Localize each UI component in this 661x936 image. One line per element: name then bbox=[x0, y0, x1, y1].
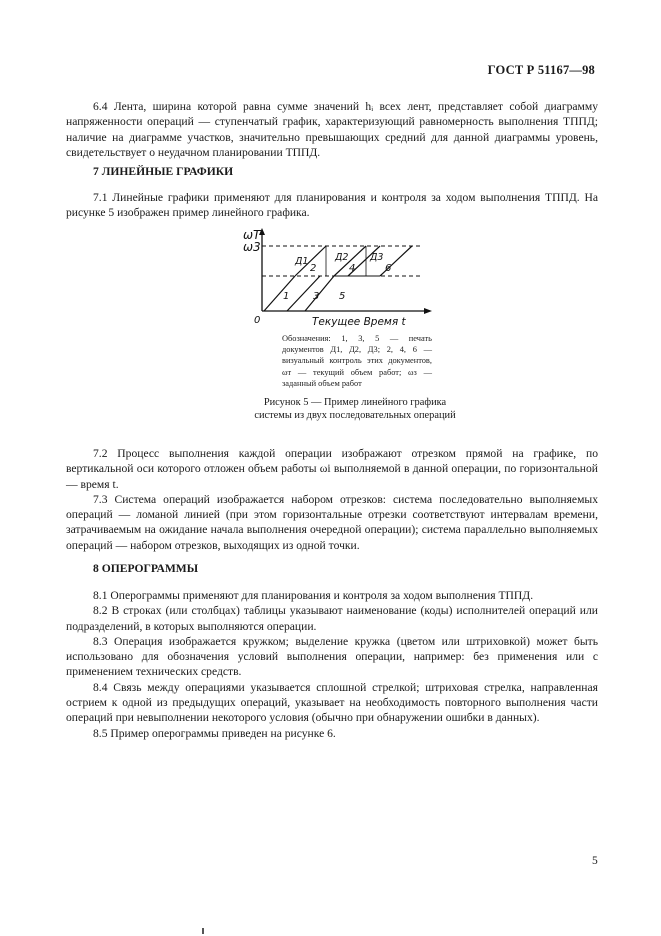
section-7-body bbox=[66, 446, 598, 553]
paragraph-7-3: 7.3 Система операций изображается набором отрезков: система последовательно выполняемых операций — ломаной линией (при этом горизонтальные отрезки соответствуют интервалам времени, затрачиваемым на ожидание начала выполнения очередной операции); система параллельно выполняемых операций — набором отрезков, выходящих из одной точки. bbox=[66, 492, 598, 552]
page-number: 5 bbox=[592, 855, 598, 867]
paragraph-8-1: 8.1 Оперограммы применяют для планирования и контроля за ходом выполнения ТППД. bbox=[93, 589, 534, 602]
figure-5-line-chart bbox=[240, 219, 440, 329]
section-7-intro bbox=[66, 190, 598, 221]
section-6-text bbox=[66, 99, 598, 160]
line-chart-svg bbox=[240, 219, 440, 329]
y-axis-label-current: ωT bbox=[243, 228, 261, 242]
paragraph-8-4: 8.4 Связь между операциями указывается сплошной стрелкой; штриховая стрелка, направленная острием к одной из предыдущих операций, указывает на необходимость повторного выполнения части операций при невыполнении некоторого условия (обычно при обнаружении ошибки в данных). bbox=[66, 680, 598, 725]
scan-mark bbox=[202, 928, 204, 934]
y-axis-label-target: ω3 bbox=[243, 240, 261, 254]
document-label-d1: Д1 bbox=[295, 256, 309, 267]
section-7-heading: 7 ЛИНЕЙНЫЕ ГРАФИКИ bbox=[93, 165, 234, 178]
x-axis-label: Текущее Время t bbox=[312, 316, 406, 328]
section-8-body bbox=[66, 588, 598, 741]
document-label-d2: Д2 bbox=[335, 252, 349, 263]
segment-5-print-d3 bbox=[305, 276, 334, 311]
document-label-d3: Д3 bbox=[370, 252, 384, 263]
standard-id: ГОСТ Р 51167—98 bbox=[487, 63, 595, 77]
origin-label: 0 bbox=[254, 315, 261, 326]
segment-label-2: 2 bbox=[310, 263, 317, 274]
segment-label-1: 1 bbox=[283, 291, 290, 302]
segment-label-6: 6 bbox=[385, 263, 392, 274]
paragraph-7-2: 7.2 Процесс выполнения каждой операции изображают отрезком прямой на графике, по вертикальной оси которого отложен объем работы ωi выполняемой в данной операции, по горизонтальной — время t. bbox=[66, 447, 598, 491]
x-axis-arrow-icon bbox=[424, 308, 432, 314]
segment-label-5: 5 bbox=[339, 291, 346, 302]
section-8-heading: 8 ОПЕРОГРАММЫ bbox=[93, 562, 199, 575]
paragraph-8-3: 8.3 Операция изображается кружком; выделение кружка (цветом или штриховкой) может быть использовано для обозначения условий выполнения операции, например: без применения или с применением технических средств. bbox=[66, 634, 598, 679]
segment-label-3: 3 bbox=[313, 291, 320, 302]
figure-legend: Обозначения: 1, 3, 5 — печать документов Д1, Д2, Д3; 2, 4, 6 — визуальный контроль этих документов, ωт — текущий объем работ; ωз — заданный объем работ bbox=[282, 334, 432, 388]
figure-5-caption: Рисунок 5 — Пример линейного графика системы из двух последовательных операций bbox=[254, 397, 456, 422]
paragraph-8-5: 8.5 Пример оперограммы приведен на рисунке 6. bbox=[93, 726, 336, 740]
paragraph-7-1: 7.1 Линейные графики применяют для планирования и контроля за ходом выполнения ТППД. На рисунке 5 изображен пример линейного графика. bbox=[66, 191, 598, 220]
segment-1-print-d1 bbox=[264, 276, 295, 311]
paragraph-6-4: 6.4 Лента, ширина которой равна сумме значений hᵢ всех лент, представляет собой диаграмму напряженности операций — ступенчатый график, характеризующий равномерность выполнения ТППД; наличие на диаграмме участков, значительно превышающих средний для данной диаграммы уровень, свидетельствует о неудачном планировании ТППД. bbox=[66, 100, 598, 159]
paragraph-8-2: 8.2 В строках (или столбцах) таблицы указывают наименование (коды) исполнителей операций или подразделений, в которых выполняются операции. bbox=[66, 604, 598, 633]
segment-label-4: 4 bbox=[349, 263, 356, 274]
